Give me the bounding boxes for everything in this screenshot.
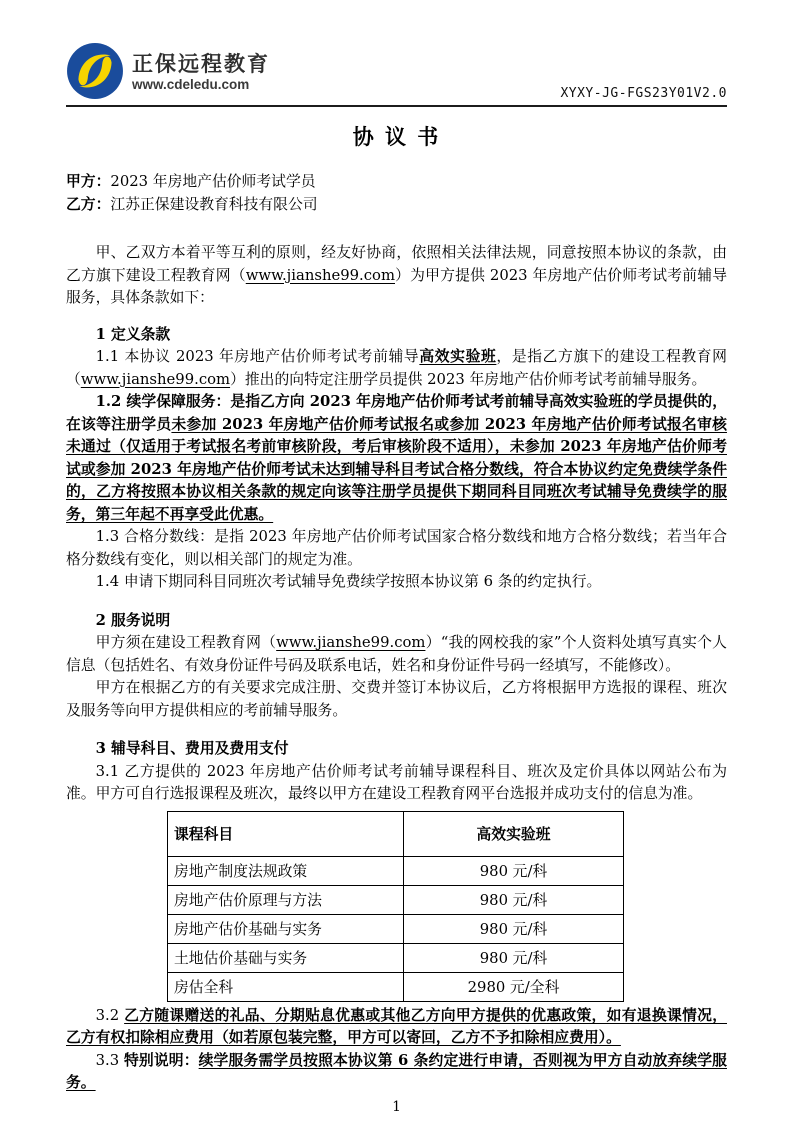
parties-block — [66, 171, 727, 216]
preamble-text-1: 甲、乙双方本着平等互利的原则，经友好协商，依照相关法律法规，同意按照本协议的条款，由乙方旗下建设工程教育网（ — [66, 244, 727, 284]
table-row — [168, 856, 624, 885]
clause-3-3-underlined: 续学服务需学员按照本协议第 6 条约定进行申请，否则视为甲方自动放弃续学服务。 — [66, 1051, 727, 1091]
brand-text — [132, 53, 270, 93]
section-2-text-2: ）“我的网校我的家”个人资料处填写真实个人信息（包括姓名、有效身份证件号码及联系电话，姓名和身份证件号码一经填写，不能修改）。 — [66, 634, 727, 674]
brand-name: 正保远程教育 — [132, 53, 270, 77]
party-b-label: 乙方： — [66, 195, 111, 213]
subject-cell: 房地产估价基础与实务 — [168, 914, 404, 943]
table-row — [168, 885, 624, 914]
clause-3-2 — [66, 1005, 727, 1050]
preamble-text-2: ）为甲方提供 2023 年房地产估价师考试考前辅导服务，具体条款如下： — [66, 266, 727, 306]
price-cell: 980 元/科 — [404, 914, 624, 943]
table-row — [168, 943, 624, 972]
party-b-value: 江苏正保建设教育科技有限公司 — [110, 195, 318, 213]
clause-3-3 — [66, 1050, 727, 1095]
clause-1-2 — [66, 391, 727, 526]
section-2-paragraph-2: 甲方在根据乙方的有关要求完成注册、交费并签订本协议后，乙方将根据甲方选报的课程、班次及服务等向甲方提供相应的考前辅导服务。 — [66, 679, 727, 719]
clause-1-1 — [66, 346, 727, 391]
course-price-table — [167, 811, 624, 1002]
clause-3-2-number: 3.2 — [95, 1006, 125, 1024]
table-row — [168, 972, 624, 1001]
section-2-text-1: 甲方须在建设工程教育网（ — [95, 634, 277, 651]
section-3-heading: 3 辅导科目、费用及费用支付 — [95, 740, 289, 757]
table-row — [168, 914, 624, 943]
clause-1-1-text-2: ，是指乙方旗下的建设工程教育网（ — [66, 348, 727, 388]
party-b-line — [66, 194, 727, 217]
column-header-subject: 课程科目 — [168, 811, 404, 856]
clause-1-1-text-3: ）推出的向特定注册学员提供 2023 年房地产估价师考试考前辅导服务。 — [230, 370, 707, 388]
clause-1-3: 1.3 合格分数线：是指 2023 年房地产估价师考试国家合格分数线和地方合格分数线；若当年合格分数线有变化，则以相关部门的规定为准。 — [66, 528, 727, 568]
clause-3-3-number: 3.3 — [95, 1051, 124, 1069]
section-2-heading: 2 服务说明 — [95, 611, 171, 629]
jianshe99-link[interactable]: www.jianshe99.com — [276, 634, 426, 651]
clause-1-1-text: 1.1 本协议 2023 年房地产估价师考试考前辅导 — [95, 348, 420, 365]
document-code: XYXY-JG-FGS23Y01V2.0 — [560, 86, 727, 101]
highlight-class-name: 高效实验班 — [419, 348, 497, 365]
page-number: 1 — [392, 1098, 401, 1115]
table-header-row — [168, 811, 624, 856]
clause-3-2-underlined: 乙方随课赠送的礼品、分期贴息优惠或其他乙方向甲方提供的优惠政策，如有退换课情况，乙方有权扣除相应费用（如若原包装完整，甲方可以寄回，乙方不予扣除相应费用）。 — [66, 1006, 727, 1046]
column-header-class: 高效实验班 — [404, 811, 624, 856]
clause-1-2-underlined: 未参加 2023 年房地产估价师考试报名或参加 2023 年房地产估价师考试报名审核未通过（仅适用于考试报名考前审核阶段，考后审核阶段不适用），未参加 2023 年房地产估价师考试或参加 2023 年房地产估价师考试未达到辅导科目考试合格分数线，符合本协议约定免费续学条件的，乙方将按照本协议相关条款的规定向该等注册学员提供下期同科目同班次考试辅导免费续学的服务，第三年起不再享受此优惠。 — [66, 415, 727, 523]
brand-url: www.cdeledu.com — [132, 77, 250, 93]
party-a-line — [66, 171, 727, 194]
subject-cell: 房估全科 — [168, 972, 404, 1001]
subject-cell: 房地产制度法规政策 — [168, 856, 404, 885]
price-cell: 980 元/科 — [404, 943, 624, 972]
cdel-swirl-logo-icon — [66, 42, 124, 104]
section-1-heading: 1 定义条款 — [95, 325, 171, 343]
party-a-value: 2023 年房地产估价师考试学员 — [110, 173, 316, 190]
subject-cell: 房地产估价原理与方法 — [168, 885, 404, 914]
jianshe99-link[interactable]: www.jianshe99.com — [80, 370, 231, 388]
clause-3-3-label: 特别说明： — [123, 1051, 199, 1069]
price-cell: 980 元/科 — [404, 885, 624, 914]
page-header — [66, 42, 727, 107]
clause-1-2-lead: 1.2 续学保障服务：是指乙方向 2023 年房地产估价师考试考前辅导高效实验班的学员提供的，在该等注册学员 — [66, 393, 727, 433]
party-a-label: 甲方： — [66, 173, 111, 190]
price-cell: 2980 元/全科 — [404, 972, 624, 1001]
section-2-paragraph-1 — [66, 632, 727, 677]
document-title: 协 议 书 — [352, 124, 441, 149]
preamble-paragraph — [66, 242, 727, 310]
subject-cell: 土地估价基础与实务 — [168, 943, 404, 972]
price-cell: 980 元/科 — [404, 856, 624, 885]
jianshe99-link[interactable]: www.jianshe99.com — [245, 266, 395, 284]
clause-1-4: 1.4 申请下期同科目同班次考试辅导免费续学按照本协议第 6 条的约定执行。 — [95, 573, 602, 590]
clause-3-1: 3.1 乙方提供的 2023 年房地产估价师考试考前辅导课程科目、班次及定价具体以网站公布为准。甲方可自行选报课程及班次，最终以甲方在建设工程教育网平台选报并成功支付的信息为准。 — [66, 762, 727, 802]
